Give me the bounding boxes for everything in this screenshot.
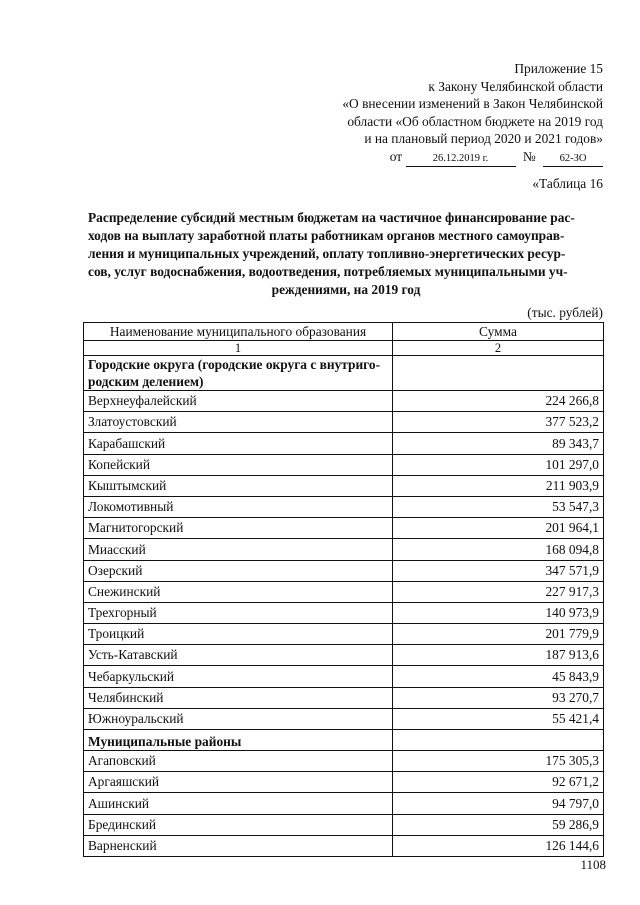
subsidy-amount: 211 903,9 xyxy=(393,475,604,496)
table-row xyxy=(84,666,604,687)
municipality-name: Аргаяшский xyxy=(84,772,393,793)
municipality-name: Локомотивный xyxy=(84,496,393,517)
municipality-name: Миасский xyxy=(84,539,393,560)
table-row xyxy=(84,539,604,560)
header-line: к Закону Челябинской области xyxy=(428,78,603,94)
table-row xyxy=(84,475,604,496)
municipality-name: Чебаркульский xyxy=(84,666,393,687)
subsidy-amount: 93 270,7 xyxy=(393,687,604,708)
subsidy-amount: 53 547,3 xyxy=(393,496,604,517)
table-row xyxy=(84,560,604,581)
municipality-name: Брединский xyxy=(84,814,393,835)
header-line: и на плановый период 2020 и 2021 годов» xyxy=(364,131,603,147)
units-note: (тыс. рублей) xyxy=(527,305,603,320)
table-row xyxy=(84,645,604,666)
appendix-header xyxy=(263,60,603,167)
subsidy-amount: 347 571,9 xyxy=(393,560,604,581)
table-label: «Таблица 16 xyxy=(532,176,603,191)
title-line: ходов на выплату заработной платы работникам органов местного самоуправ- xyxy=(88,228,565,243)
column-number-row xyxy=(84,341,604,356)
municipality-name: Агаповский xyxy=(84,751,393,772)
municipality-name: Карабашский xyxy=(84,433,393,454)
subsidy-amount: 187 913,6 xyxy=(393,645,604,666)
subsidy-amount: 140 973,9 xyxy=(393,602,604,623)
group-heading-line: Городские округа (городские округа с внутриго- xyxy=(88,357,381,372)
subsidy-amount: 59 286,9 xyxy=(393,814,604,835)
date-label: от xyxy=(389,148,403,164)
table-row xyxy=(84,433,604,454)
group-heading xyxy=(84,356,393,391)
table-row xyxy=(84,624,604,645)
municipality-name: Озерский xyxy=(84,560,393,581)
municipality-name: Трехгорный xyxy=(84,602,393,623)
document-title xyxy=(88,209,604,299)
municipality-name: Копейский xyxy=(84,454,393,475)
municipality-name: Троицкий xyxy=(84,624,393,645)
law-date-line xyxy=(263,148,603,167)
group-heading-row xyxy=(84,730,604,751)
municipality-name: Южноуральский xyxy=(84,708,393,729)
title-line: ления и муниципальных учреждений, оплату топливно-энергетических ресур- xyxy=(88,246,566,261)
law-number: 62-ЗО xyxy=(543,152,603,167)
table-row xyxy=(84,772,604,793)
subsidy-amount: 55 421,4 xyxy=(393,708,604,729)
subsidy-amount: 126 144,6 xyxy=(393,835,604,856)
subsidy-amount: 377 523,2 xyxy=(393,412,604,433)
table-row xyxy=(84,835,604,856)
subsidy-amount: 224 266,8 xyxy=(393,391,604,412)
header-line: области «Об областном бюджете на 2019 год xyxy=(347,113,603,129)
table-row xyxy=(84,412,604,433)
number-label: № xyxy=(522,148,536,164)
column-header-amount: Сумма xyxy=(393,323,604,341)
group-heading-row xyxy=(84,356,604,391)
law-date: 26.12.2019 г. xyxy=(406,152,516,167)
column-header-name: Наименование муниципального образования xyxy=(84,323,393,341)
subsidy-amount: 92 671,2 xyxy=(393,772,604,793)
title-line: реждениями, на 2019 год xyxy=(271,282,421,297)
table-row xyxy=(84,814,604,835)
subsidy-amount: 101 297,0 xyxy=(393,454,604,475)
group-heading-line: Муниципальные районы xyxy=(88,734,242,749)
table-row xyxy=(84,518,604,539)
table-row xyxy=(84,708,604,729)
municipality-name: Ашинский xyxy=(84,793,393,814)
page-number: 1108 xyxy=(580,857,606,872)
table-body xyxy=(84,356,604,857)
header-line: «О внесении изменений в Закон Челябинской xyxy=(342,96,603,112)
municipality-name: Варненский xyxy=(84,835,393,856)
municipality-name: Верхнеуфалейский xyxy=(84,391,393,412)
municipality-name: Усть-Катавский xyxy=(84,645,393,666)
title-line: Распределение субсидий местным бюджетам на частичное финансирование рас- xyxy=(88,210,575,225)
subsidy-amount: 168 094,8 xyxy=(393,539,604,560)
table-row xyxy=(84,454,604,475)
municipality-name: Златоустовский xyxy=(84,412,393,433)
table-row xyxy=(84,602,604,623)
subsidy-amount: 201 779,9 xyxy=(393,624,604,645)
group-heading-line: родским делением) xyxy=(88,374,204,389)
title-line: сов, услуг водоснабжения, водоотведения, потребляемых муниципальными уч- xyxy=(88,264,568,279)
municipality-name: Кыштымский xyxy=(84,475,393,496)
subsidy-amount: 201 964,1 xyxy=(393,518,604,539)
table-row xyxy=(84,496,604,517)
municipality-name: Снежинский xyxy=(84,581,393,602)
header-line: Приложение 15 xyxy=(514,61,603,76)
column-number: 1 xyxy=(84,341,393,356)
group-heading xyxy=(84,730,393,751)
table-row xyxy=(84,581,604,602)
subsidy-amount: 94 797,0 xyxy=(393,793,604,814)
municipality-name: Магнитогорский xyxy=(84,518,393,539)
table-row xyxy=(84,793,604,814)
table-row xyxy=(84,391,604,412)
subsidy-amount: 227 917,3 xyxy=(393,581,604,602)
group-heading-amount xyxy=(393,730,604,751)
table-row xyxy=(84,751,604,772)
subsidy-amount: 89 343,7 xyxy=(393,433,604,454)
group-heading-amount xyxy=(393,356,604,391)
subsidy-amount: 175 305,3 xyxy=(393,751,604,772)
table-header-row xyxy=(84,323,604,341)
table-row xyxy=(84,687,604,708)
subsidy-table xyxy=(83,322,604,857)
column-number: 2 xyxy=(393,341,604,356)
subsidy-amount: 45 843,9 xyxy=(393,666,604,687)
municipality-name: Челябинский xyxy=(84,687,393,708)
